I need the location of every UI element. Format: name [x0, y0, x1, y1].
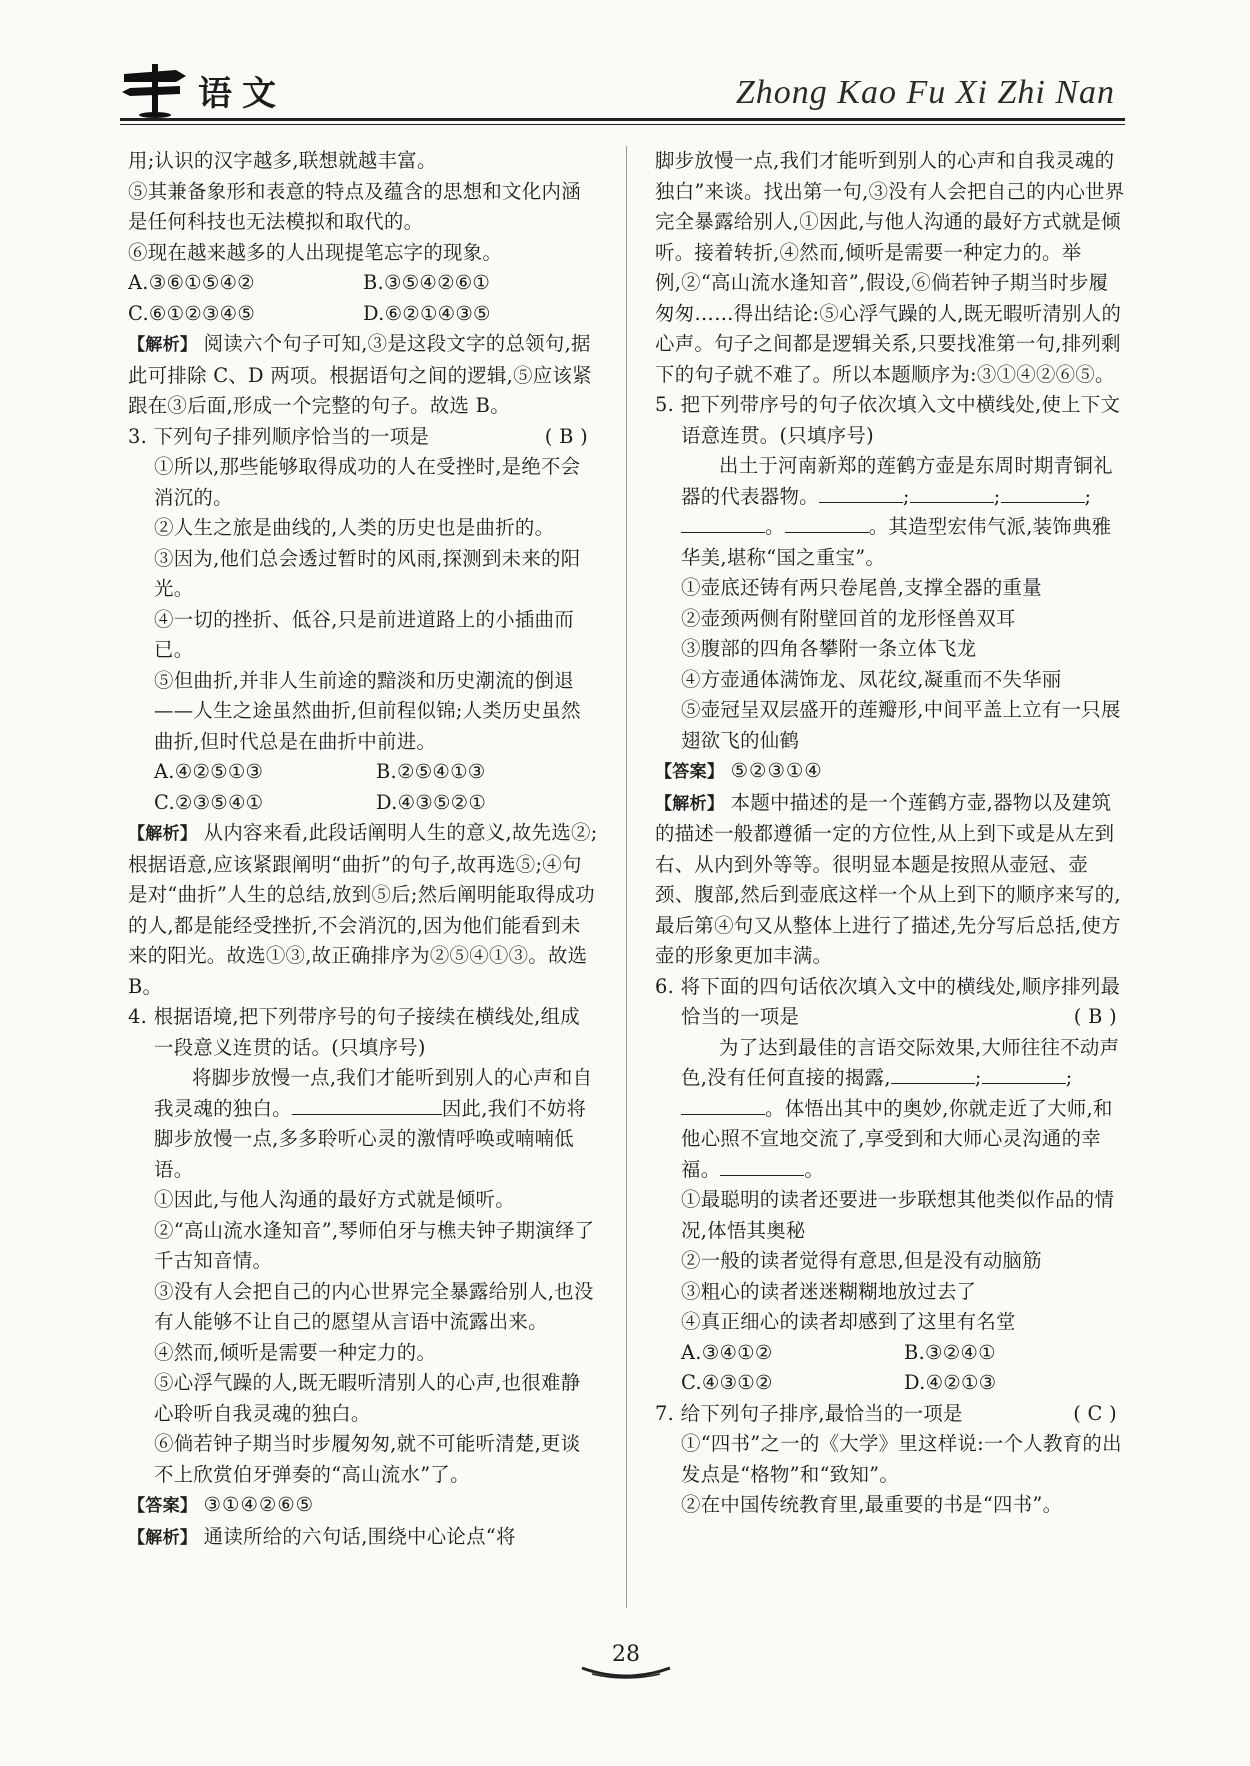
answer-blank	[681, 1094, 765, 1115]
sentence-item: ②人生之旅是曲线的,人类的历史也是曲折的。	[154, 516, 555, 539]
sentence-item: ②壶颈两侧有附壁回首的龙形怪兽双耳	[681, 606, 1016, 630]
answer-choice: ( C )	[1073, 1401, 1117, 1425]
subject-title: 语文	[198, 74, 286, 114]
option-a: A.③⑥①⑤④②	[128, 271, 255, 294]
sentence-item: ②“高山流水逢知音”,琴师伯牙与樵夫钟子期演绎了千古知音情。	[154, 1218, 595, 1272]
question-3	[128, 422, 598, 453]
sentence-item: ①所以,那些能够取得成功的人在受挫时,是绝不会消沉的。	[154, 455, 581, 509]
sentence-item: ②一般的读者觉得有意思,但是没有动脑筋	[681, 1249, 1042, 1272]
options-row	[655, 1338, 1127, 1369]
analysis-text: 阅读六个句子可知,③是这段文字的总领句,据此可排除 C、D 两项。根据语句之间的逻辑,⑤应该紧跟在③后面,形成一个完整的句子。故选 B。	[128, 332, 592, 417]
analysis	[128, 818, 598, 1002]
question-stem: 3. 下列句子排列顺序恰当的一项是	[128, 424, 430, 448]
page-ornament-icon	[578, 1662, 674, 1680]
sentence-item: ④真正细心的读者却感到了这里有名堂	[681, 1310, 1016, 1333]
option-d: D.⑥②①④③⑤	[363, 301, 491, 325]
left-column	[128, 146, 598, 1553]
answer-label: 【答案】	[128, 1496, 198, 1516]
sentence-item: ③粗心的读者迷迷糊糊地放过去了	[681, 1279, 977, 1303]
series-title: Zhong Kao Fu Xi Zhi Nan	[735, 74, 1115, 111]
sentence-item: ④然而,倾听是需要一种定力的。	[154, 1340, 437, 1364]
question-5: 5. 把下列带序号的句子依次填入文中横线处,使上下文语意连贯。(只填序号)	[655, 393, 1121, 447]
page-number-text: 28	[612, 1642, 640, 1667]
sentence-item: ③腹部的四角各攀附一条立体飞龙	[681, 637, 977, 660]
sentence-item: ⑤壶冠呈双层盛开的莲瓣形,中间平盖上立有一只展翅欲飞的仙鹤	[681, 698, 1121, 752]
answer-blank	[681, 512, 765, 533]
answer-blank	[720, 1155, 804, 1176]
answer-text: ③①④②⑥⑤	[203, 1493, 314, 1516]
option-c: C.④③①②	[681, 1371, 773, 1394]
signpost-logo-icon	[120, 60, 190, 118]
analysis-text: 本题中描述的是一个莲鹤方壶,器物以及建筑的描述一般都遵循一定的方位性,从上到下或是从左到右、从内到外等等。很明显本题是按照从壶冠、壶颈、腹部,然后到壶底这样一个从上到下的顺序来写的,最后第④句又从整体上进行了描述,先分写后总括,使方壶的形象更加丰满。	[655, 790, 1121, 967]
analysis-text: 通读所给的六句话,围绕中心论点“将	[203, 1524, 516, 1548]
sentence-item: ④一切的挫折、低谷,只是前进道路上的小插曲而已。	[154, 607, 574, 661]
answer-blank	[1001, 482, 1085, 503]
sentence-item: ③没有人会把自己的内心世界完全暴露给别人,也没有人能够不让自己的愿望从言语中流露出来。	[154, 1279, 594, 1333]
header-rule	[120, 118, 1125, 121]
answer-label: 【答案】	[655, 762, 725, 782]
text-line: 用;认识的汉字越多,联想就越丰富。	[128, 149, 437, 172]
option-c: C.②③⑤④①	[154, 790, 264, 814]
sentence-item: ⑤心浮气躁的人,既无暇听清别人的心声,也很难静心聆听自我灵魂的独白。	[154, 1371, 581, 1425]
sentence-item: ⑤但曲折,并非人生前途的黯淡和历史潮流的倒退——人生之途虽然曲折,但前程似锦;人类历史虽然曲折,但时代总是在曲折中前进。	[154, 668, 581, 753]
answer-blank	[982, 1063, 1066, 1084]
sentence-item: ③因为,他们总会透过暂时的风雨,探测到未来的阳光。	[154, 546, 581, 600]
options-row	[128, 299, 598, 330]
options-row	[128, 788, 598, 819]
answer-blank	[891, 1063, 975, 1084]
passage: 出土于河南新郑的莲鹤方壶是东周时期青铜礼器的代表器物。 ; ; ;。 。其造型宏伟气派,装饰典雅华美,堪称“国之重宝”。	[681, 454, 1113, 569]
analysis-label: 【解析】	[128, 824, 198, 844]
page-header	[120, 60, 1125, 122]
right-column	[655, 146, 1127, 1521]
column-divider	[626, 146, 627, 1608]
analysis	[128, 329, 598, 422]
sentence-item: ①壶底还铸有两只卷尾兽,支撑全器的重量	[681, 576, 1042, 599]
sentence-item: ①最聪明的读者还要进一步联想其他类似作品的情况,体悟其奥秘	[681, 1188, 1115, 1242]
header-rule-thin	[120, 124, 1125, 125]
answer-choice: ( B )	[544, 424, 588, 448]
sentence-item: ①因此,与他人沟通的最好方式就是倾听。	[154, 1188, 515, 1211]
text-line: ⑤其兼备象形和表意的特点及蕴含的思想和文化内涵是任何科技也无法模拟和取代的。	[128, 179, 581, 233]
options-row	[655, 1368, 1127, 1399]
page-number	[578, 1640, 674, 1680]
sentence-item: ⑥倘若钟子期当时步履匆匆,就不可能听清楚,更谈不上欣赏伯牙弹奏的“高山流水”了。	[154, 1432, 581, 1486]
options-row	[128, 268, 598, 299]
answer-text: ⑤②③①④	[730, 759, 823, 782]
sentence-item: ②在中国传统教育里,最重要的书是“四书”。	[681, 1493, 1063, 1516]
passage: 将脚步放慢一点,我们才能听到别人的心声和自我灵魂的独白。 因此,我们不妨将脚步放慢一点,多多聆听心灵的激情呼唤或喃喃低语。	[154, 1066, 593, 1181]
option-b: B.③②④①	[904, 1340, 996, 1364]
answer-blank	[910, 482, 994, 503]
analysis-label: 【解析】	[128, 1527, 198, 1548]
analysis-label: 【解析】	[655, 793, 725, 814]
analysis-continued: 脚步放慢一点,我们才能听到别人的心声和自我灵魂的独白”来谈。找出第一句,③没有人会把自己的内心世界完全暴露给别人,①因此,与他人沟通的最好方式就是倾听。接着转折,④然而,倾听是需要一种定力的。举例,②“高山流水逢知音”,假设,⑥倘若钟子期当时步履匆匆……得出结论:⑤心浮气躁的人,既无暇听清别人的心声。句子之间都是逻辑关系,只要找准第一句,排列剩下的句子就不难了。所以本题顺序为:③①④②⑥⑤。	[655, 149, 1125, 386]
question-stem: 7. 给下列句子排序,最恰当的一项是	[655, 1401, 963, 1425]
analysis	[128, 1522, 598, 1554]
answer	[655, 756, 1127, 788]
option-d: D.④③⑤②①	[376, 790, 487, 814]
sentence-item: ①“四书”之一的《大学》里这样说:一个人教育的出发点是“格物”和“致知”。	[681, 1432, 1122, 1486]
option-b: B.②⑤④①③	[376, 760, 486, 783]
question-4: 4. 根据语境,把下列带序号的句子接续在横线处,组成一段意义连贯的话。(只填序号)	[128, 1005, 580, 1059]
analysis-text: 从内容来看,此段话阐明人生的意义,故先选②;根据语意,应该紧跟阐明“曲折”的句子,故再选⑤;④句是对“曲折”人生的总结,放到⑤后;然后阐明能取得成功的人,都是能经受挫折,不会消沉的,因为他们能看到未来的阳光。故选①③,故正确排序为②⑤④①③。故选 B。	[128, 821, 598, 998]
question-7	[655, 1399, 1127, 1430]
question-6	[655, 972, 1127, 1033]
option-b: B.③⑤④②⑥①	[363, 271, 491, 294]
option-a: A.③④①②	[681, 1340, 773, 1364]
text-line: ⑥现在越来越多的人出现提笔忘字的现象。	[128, 240, 503, 264]
option-c: C.⑥①②③④⑤	[128, 301, 256, 325]
analysis-label: 【解析】	[128, 335, 198, 355]
options-row	[128, 757, 598, 788]
answer	[128, 1490, 598, 1522]
analysis	[655, 788, 1127, 972]
sentence-item: ④方壶通体满饰龙、凤花纹,凝重而不失华丽	[681, 667, 1062, 691]
passage: 为了达到最佳的言语交际效果,大师往往不动声色,没有任何直接的揭露, ; ;。体悟出其中的奥妙,你就走近了大师,和他心照不宣地交流了,享受到和大师心灵沟通的幸福。 。	[681, 1035, 1120, 1181]
answer-choice: ( B )	[1073, 1005, 1117, 1028]
answer-blank	[785, 512, 869, 533]
answer-blank	[819, 482, 903, 503]
option-d: D.④②①③	[904, 1371, 997, 1394]
option-a: A.④②⑤①③	[154, 760, 264, 783]
question-stem: 6. 将下面的四句话依次填入文中的横线处,顺序排列最恰当的一项是	[655, 974, 1121, 1028]
answer-blank	[292, 1094, 442, 1115]
